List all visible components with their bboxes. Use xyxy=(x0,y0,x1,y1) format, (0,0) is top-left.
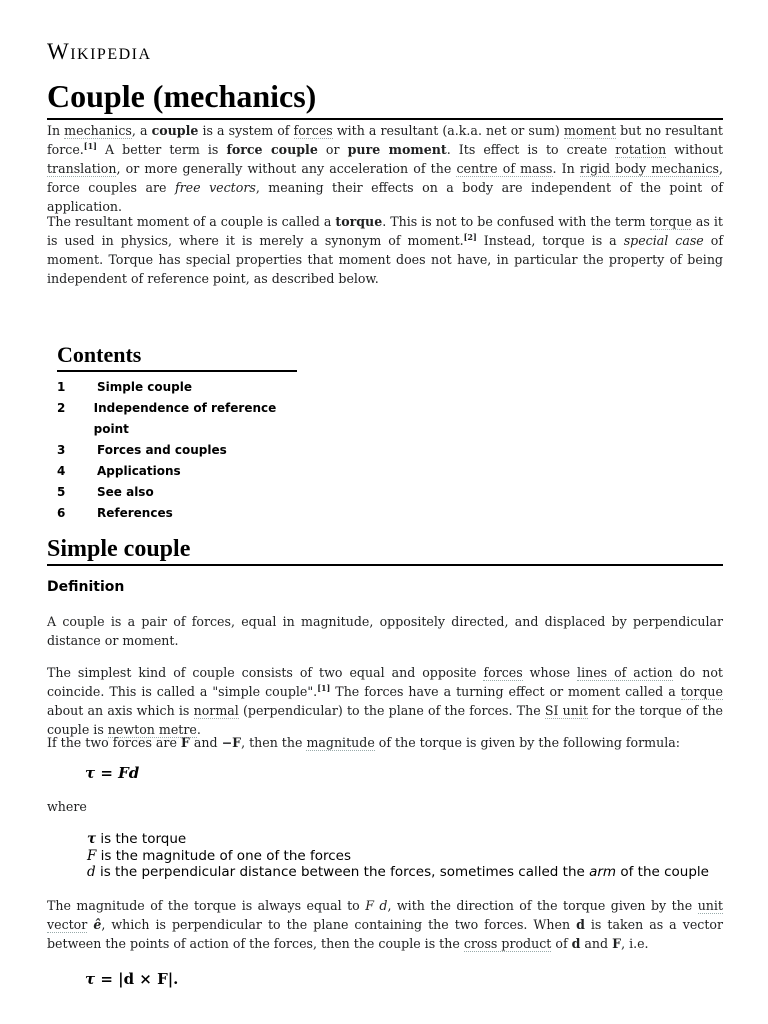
section-heading-simple-couple: Simple couple xyxy=(47,534,723,566)
toc-item-references[interactable]: 6 References xyxy=(57,506,173,520)
toc-item-applications[interactable]: 4 Applications xyxy=(57,464,181,478)
formula-torque: τ = Fd xyxy=(85,764,140,782)
citation-1[interactable]: [1] xyxy=(83,140,97,151)
term-pure-moment: pure moment xyxy=(347,142,447,157)
term-free-vectors: free vectors xyxy=(174,180,256,195)
definition-f: F is the magnitude of one of the forces xyxy=(87,847,351,864)
toc-item-see-also[interactable]: 5 See also xyxy=(57,485,154,499)
definition-d: d is the perpendicular distance between the forces, sometimes called the arm of the couple xyxy=(87,864,709,880)
citation-2[interactable]: [2] xyxy=(463,231,477,242)
toc-title: Contents xyxy=(57,340,297,372)
table-of-contents xyxy=(57,340,297,524)
link-magnitude[interactable]: magnitude xyxy=(306,735,375,750)
link-torque[interactable]: torque xyxy=(649,214,692,229)
link-si-unit[interactable]: SI unit xyxy=(544,703,588,718)
definition-tau: τ is the torque xyxy=(87,831,187,847)
term-torque: torque xyxy=(335,214,383,229)
link-torque-2[interactable]: torque xyxy=(680,684,723,699)
definition-list xyxy=(87,831,709,881)
intro-paragraph-2: The resultant moment of a couple is called a torque. This is not to be confused with the term torque as it is used in physics, where it is merely a synonym of moment.[2] Instead, torque is a special case of moment. Torque has special properties that moment does not have, in particular the property of being independent of reference point, as described below. xyxy=(47,214,724,286)
toc-item-forces-and-couples[interactable]: 3 Forces and couples xyxy=(57,443,227,457)
where-label: where xyxy=(47,799,87,814)
toc-item-simple-couple[interactable]: 1 Simple couple xyxy=(57,380,193,394)
link-translation[interactable]: translation xyxy=(47,161,117,176)
page-title: Couple (mechanics) xyxy=(47,74,723,120)
link-cross-product[interactable]: cross product xyxy=(463,936,552,951)
link-newton-metre[interactable]: newton metre xyxy=(107,722,197,737)
link-forces[interactable]: forces xyxy=(293,123,333,138)
link-unit-vector[interactable]: unit vector xyxy=(47,898,723,932)
term-special-case: special case xyxy=(623,233,704,248)
link-moment[interactable]: moment xyxy=(563,123,617,138)
link-normal[interactable]: normal xyxy=(193,703,239,718)
link-rigid-body-mechanics[interactable]: rigid body mechanics xyxy=(579,161,719,176)
term-couple: couple xyxy=(151,123,199,138)
link-lines-of-action[interactable]: lines of action xyxy=(577,665,673,680)
link-mechanics[interactable]: mechanics xyxy=(64,123,132,138)
definition-paragraph: A couple is a pair of forces, equal in magnitude, oppositely directed, and displaced by perpendicular distance or moment. xyxy=(47,614,723,648)
subsection-heading-definition: Definition xyxy=(47,579,125,595)
forces-paragraph: If the two forces are F and −F, then the magnitude of the torque is given by the following formula: xyxy=(47,735,680,750)
intro-paragraph-1: In mechanics, a couple is a system of forces with a resultant (a.k.a. net or sum) moment but no resultant force.[1] A better term is force couple or pure moment. Its effect is to create rotation without translation, or more generally without any acceleration of the centre of mass. In rigid body mechanics, force couples are free vectors, meaning their effects on a body are independent of the point of application. xyxy=(47,123,724,214)
magnitude-paragraph: The magnitude of the torque is always equal to F d, with the direction of the torque given by the unit vector ê, which is perpendicular to the plane containing the two forces. When d is taken as a vector between the points of action of the forces, then the couple is the cross product of d and F, i.e. xyxy=(47,898,723,951)
link-forces-2[interactable]: forces xyxy=(483,665,523,680)
link-centre-of-mass[interactable]: centre of mass xyxy=(456,161,553,176)
link-rotation[interactable]: rotation xyxy=(615,142,667,157)
term-force-couple: force couple xyxy=(226,142,318,157)
formula-cross-product: τ = |d × F|. xyxy=(85,970,179,988)
simple-couple-paragraph: The simplest kind of couple consists of two equal and opposite forces whose lines of action do not coincide. This is called a "simple couple".[1] The forces have a turning effect or moment called a torque about an axis which is normal (perpendicular) to the plane of the forces. The SI unit for the torque of the couple is newton metre. xyxy=(47,665,724,737)
wikipedia-wordmark[interactable]: Wikipedia xyxy=(47,39,152,64)
toc-item-independence-of-reference-point[interactable]: 2 Independence of reference point xyxy=(57,401,277,436)
citation-1b[interactable]: [1] xyxy=(317,682,331,693)
